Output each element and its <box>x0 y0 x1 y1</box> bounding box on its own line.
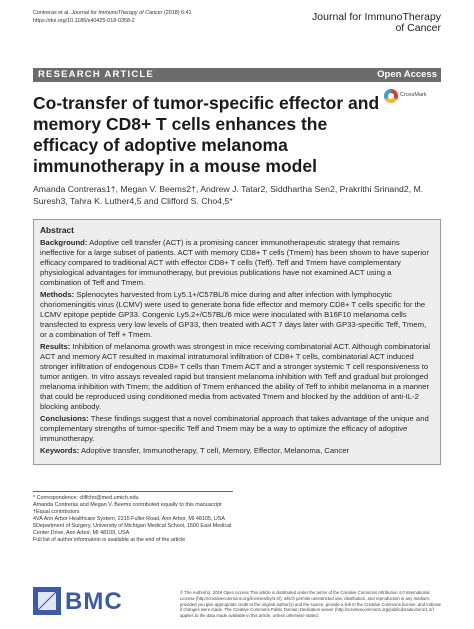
author-list: Amanda Contreras1†, Megan V. Beems2†, Andrew J. Tatar2, Siddhartha Sen2, Prakrithi Srinand2, M. Suresh3, Tahra K. Luther4,5 and Clifford S. Cho4,5* <box>33 184 424 206</box>
abstract-methods <box>40 290 434 340</box>
abstract-results <box>40 342 434 412</box>
abstract-box <box>33 219 441 465</box>
bmc-logo <box>33 587 133 615</box>
background-label: Background: <box>40 238 88 247</box>
correspondence-note[interactable]: * Correspondence: cliffcho@med.umich.edu <box>33 495 139 501</box>
affiliation-5: 5Department of Surgery, University of Michigan Medical School, 1500 East Medical Center Drive, Ann Arbor, MI 48109, USA <box>33 523 232 536</box>
journal-name-line-2: of Cancer <box>395 22 441 34</box>
keywords-label: Keywords: <box>40 446 80 455</box>
contribution-note: Amanda Contreras and Megan V. Beems contributed equally to this manuscript <box>33 502 222 508</box>
open-access-label: Open Access <box>377 69 437 80</box>
methods-text: Splenocytes harvested from Ly5.1+/C57BL/6 mice during and after infection with lymphocytic choriomeningitis virus (LCMV) were used to generate bona fide effector and memory CD8+ T cells specific for the LCMV epitope peptide GP33. Congenic Ly5.2+/C57BL/6 mice were inoculated with B16F10 melanoma cells transfected to express very low levels of GP33, then treated with ACT 7 days later with GP33-specific Teff, Tmem, or a combination of Teff + Tmem. <box>40 290 427 339</box>
abstract-conclusions <box>40 414 434 444</box>
author-info-note: Full list of author information is available at the end of the article <box>33 537 186 543</box>
article-title: Co-transfer of tumor-specific effector and memory CD8+ T cells enhances the efficacy of adoptive melanoma immunotherapy in a mouse model <box>33 93 380 176</box>
bmc-logo-text: BMC <box>65 588 123 615</box>
journal-name <box>312 12 441 34</box>
conclusions-label: Conclusions: <box>40 414 89 423</box>
citation-doi[interactable]: https://doi.org/10.1186/s40425-018-0358-2 <box>33 17 135 24</box>
abstract-background <box>40 238 434 288</box>
citation-journal: Journal for ImmunoTherapy of Cancer <box>71 10 163 16</box>
bmc-logo-icon <box>33 587 61 615</box>
results-label: Results: <box>40 342 71 351</box>
abstract-keywords <box>40 446 434 456</box>
footnotes <box>33 491 233 544</box>
conclusions-text: These findings suggest that a novel combinatorial approach that takes advantage of the unique and complementary strengths of tumor-specific Teff and Tmem may be a way to optimize the efficacy of adoptive immunotherapy. <box>40 414 429 443</box>
license-text: © The Author(s). 2018 Open Access This article is distributed under the terms of the Creative Commons Attribution 4.0 International License (http://creativecommons.org/licenses/by/4.0/), which permits unrestricted use, distribution, and reproduction in any medium, provided you give appropriate credit to the original author(s) and the source, provide a link to the Creative Commons license, and indicate if changes were made. The Creative Commons Public Domain Dedication waiver (http://creativecommons.org/publicdomain/zero/1.0/) applies to the data made available in this article, unless otherwise stated. <box>180 590 442 619</box>
affiliation-4: 4VA Ann Arbor Healthcare System, 2215 Fuller Road, Ann Arbor, MI 48105, USA <box>33 516 225 522</box>
crossmark-label: CrossMark <box>400 92 427 98</box>
article-type: RESEARCH ARTICLE <box>38 69 154 80</box>
results-text: Inhibition of melanoma growth was strongest in mice receiving combinatorial ACT. Although combinatorial ACT and memory ACT resulted in maximal intratumoral infiltration of CD8+ T cells, combinatorial ACT induced stronger infiltration of endogenous CD8+ T cells than Tmem ACT and a stronger systemic T cell responsiveness to tumor antigen. In vitro assays revealed rapid but transient melanoma inhibition with Teff and gradual but prolonged melanoma inhibition with Tmem; the addition of Tmem enhanced the ability of Teff to inhibit melanoma in a manner that could be reproduced using conditioned media from activated Tmem and blocked by the addition of anti-IL-2 blocking antibody. <box>40 342 431 411</box>
journal-name-line-1: Journal for ImmunoTherapy <box>312 11 441 23</box>
citation-volume: (2018) 6:41 <box>162 10 192 16</box>
citation-authors: Contreras et al. <box>33 10 72 16</box>
equal-contrib-note: †Equal contributors <box>33 509 80 515</box>
citation-line-1 <box>33 10 192 18</box>
background-text: Adoptive cell transfer (ACT) is a promising cancer immunotherapeutic strategy that remains ineffective for a large subset of patients. ACT with memory CD8+ T cells (Tmem) has been shown to have superior efficacy compared to traditional ACT with effector CD8+ T cells (Teff). Teff and Tmem have complementary physiological advantages for immunotherapy, but previous publications have not examined ACT using a combination of Teff and Tmem. <box>40 238 429 287</box>
article-banner <box>33 68 441 82</box>
methods-label: Methods: <box>40 290 75 299</box>
keywords-text: Adoptive transfer, Immunotherapy, T cell, Memory, Effector, Melanoma, Cancer <box>81 446 350 455</box>
abstract-heading: Abstract <box>40 225 74 235</box>
crossmark-button[interactable] <box>384 89 444 103</box>
citation-header <box>33 10 192 25</box>
